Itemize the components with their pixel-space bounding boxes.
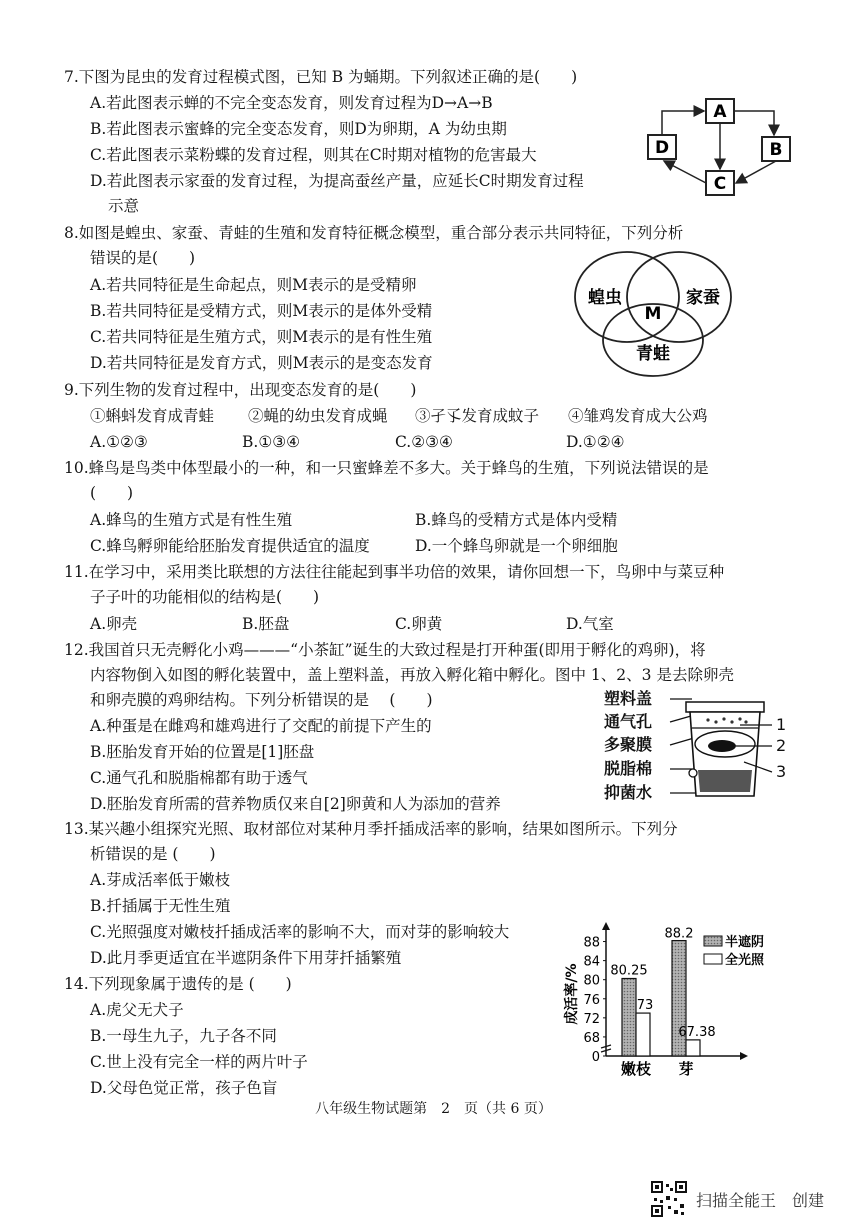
q11-option-b: B.胚盘 <box>242 615 290 633</box>
q8-option-b: B.若共同特征是受精方式，则M表示的是体外受精 <box>90 302 433 320</box>
incubator-label-vent: 通气孔 <box>604 712 653 731</box>
q9-stem: 9.下列生物的发育过程中，出现变态发育的是( ) <box>64 381 417 399</box>
incubator-yolk <box>708 740 736 752</box>
q9-option-a: A.①②③ <box>90 433 148 451</box>
venn-label-locust: 蝗虫 <box>588 288 622 308</box>
q9-item-2: ②蝇的幼虫发育成蝇 <box>248 407 388 425</box>
q12-stem-line1: 12.我国首只无壳孵化小鸡———“小茶缸”诞生的大致过程是打开种蛋(即用于孵化的鸡卵)，将 <box>64 641 706 659</box>
incubator-label-water: 抑菌水 <box>604 783 653 802</box>
q9-option-b: B.①③④ <box>242 433 301 451</box>
incubator-leader-film <box>670 738 694 745</box>
venn-label-m: M <box>644 304 662 324</box>
chart-data-label: 67.38 <box>678 1024 716 1040</box>
legend-swatch-half-shade <box>704 936 722 946</box>
chart-bar <box>686 1040 700 1056</box>
q11-option-a: A.卵壳 <box>90 615 138 633</box>
q7-arrow-a-b <box>734 111 774 135</box>
incubator-water <box>698 770 752 792</box>
q14-option-a: A.虎父无犬子 <box>90 1001 184 1019</box>
q12-stem-line3: 和卵壳膜的鸡卵结构。下列分析错误的是 ( ) <box>90 691 433 709</box>
chart-bar <box>636 1013 650 1056</box>
chart-y-tick-label: 72 <box>583 1011 600 1027</box>
q13-option-c: C.光照强度对嫩枝扦插成活率的影响不大，而对芽的影响较大 <box>90 923 510 941</box>
q8-option-c: C.若共同特征是生殖方式，则M表示的是有性生殖 <box>90 328 433 346</box>
q9-item-4: ④雏鸡发育成大公鸡 <box>568 407 708 425</box>
q14-option-c: C.世上没有完全一样的两片叶子 <box>90 1053 308 1071</box>
chart-x-tick-label: 嫩枝 <box>620 1060 652 1078</box>
q7-option-d: D.若此图表示家蚕的发育过程，为提高蚕丝产量，应延长C时期发育过程 <box>90 172 584 190</box>
q7-arrow-b-c <box>736 161 776 183</box>
q9-option-d: D.①②④ <box>566 433 625 451</box>
q7-arrow-d-a <box>662 111 704 135</box>
q12-incubator-diagram <box>600 688 800 806</box>
q8-venn-diagram <box>555 245 755 380</box>
chart-x-axis-arrow <box>740 1052 748 1060</box>
chart-y-tick-label: 68 <box>583 1030 600 1046</box>
q7-label-a: A <box>713 102 727 122</box>
q7-label-d: D <box>654 138 670 158</box>
incubator-cotton <box>689 769 697 777</box>
q13-option-a: A.芽成活率低于嫩枝 <box>90 871 231 889</box>
q7-option-c: C.若此图表示菜粉蝶的发育过程，则其在C时期对植物的危害最大 <box>90 146 537 164</box>
q11-stem-line1: 11.在学习中，采用类比联想的方法往往能起到事半功倍的效果，请你回想一下，鸟卵中与菜豆种 <box>64 563 725 581</box>
q12-option-c: C.通气孔和脱脂棉都有助于透气 <box>90 769 308 787</box>
chart-bar <box>622 979 636 1057</box>
q9-item-1: ①蝌蚪发育成青蛙 <box>90 407 215 425</box>
q13-stem-line1: 13.某兴趣小组探究光照、取材部位对某种月季扦插成活率的影响，结果如图所示。下列分 <box>64 820 678 838</box>
q11-stem-line2: 子子叶的功能相似的结构是( ) <box>90 588 320 606</box>
q10-option-b: B.蜂鸟的受精方式是体内受精 <box>415 511 618 529</box>
chart-data-label: 88.2 <box>664 926 694 942</box>
chart-y-tick-label: 88 <box>583 935 600 951</box>
chart-y-tick-label: 80 <box>583 973 600 989</box>
q10-stem-line2: ( ) <box>90 484 134 502</box>
q8-option-a: A.若共同特征是生命起点，则M表示的是受精卵 <box>90 276 417 294</box>
q10-stem-line1: 10.蜂鸟是鸟类中体型最小的一种，和一只蜜蜂差不多大。关于蜂鸟的生殖，下列说法错误的是 <box>64 459 709 477</box>
scanner-watermark-text: 扫描全能王 创建 <box>696 1191 825 1210</box>
page-footer: 八年级生物试题第 2 页（共 6 页） <box>315 1101 552 1117</box>
q10-option-d: D.一个蜂鸟卵就是一个卵细胞 <box>415 537 618 555</box>
chart-y-tick-label: 84 <box>583 954 600 970</box>
chart-data-label: 73 <box>636 998 654 1014</box>
chart-data-label: 80.25 <box>610 963 648 979</box>
q11-option-d: D.气室 <box>566 615 614 633</box>
incubator-label-cotton: 脱脂棉 <box>604 759 653 778</box>
q14-option-d: D.父母色觉正常，孩子色盲 <box>90 1079 278 1097</box>
q9-item-3: ③孑孓发育成蚊子 <box>415 407 540 425</box>
q12-option-a: A.种蛋是在雌鸡和雄鸡进行了交配的前提下产生的 <box>90 717 432 735</box>
q12-option-d: D.胚胎发育所需的营养物质仅来自[2]卵黄和人为添加的营养 <box>90 795 501 813</box>
q13-bar-chart <box>560 918 790 1080</box>
venn-label-silkworm: 家蚕 <box>686 288 720 308</box>
incubator-num-3: 3 <box>776 762 787 781</box>
chart-y-tick-label: 0 <box>591 1050 600 1065</box>
q10-option-a: A.蜂鸟的生殖方式是有性生殖 <box>90 511 293 529</box>
venn-label-frog: 青蛙 <box>636 344 670 364</box>
q14-option-b: B.一母生九子，九子各不同 <box>90 1027 277 1045</box>
incubator-num-1: 1 <box>776 715 787 734</box>
q7-option-a: A.若此图表示蝉的不完全变态发育，则发育过程为D→A→B <box>90 94 493 112</box>
q10-option-c: C.蜂鸟孵卵能给胚胎发育提供适宜的温度 <box>90 537 370 555</box>
incubator-label-lid: 塑料盖 <box>604 689 653 708</box>
q13-option-d: D.此月季更适宜在半遮阴条件下用芽扦插繁殖 <box>90 949 402 967</box>
q8-option-d: D.若共同特征是发育方式，则M表示的是变态发育 <box>90 354 433 372</box>
incubator-num-2: 2 <box>776 736 787 755</box>
q12-option-b: B.胚胎发育开始的位置是[1]胚盘 <box>90 743 315 761</box>
scanner-watermark <box>650 1180 860 1218</box>
q7-label-c: C <box>713 174 727 194</box>
chart-x-tick-label: 芽 <box>678 1060 694 1078</box>
q7-option-b: B.若此图表示蜜蜂的完全变态发育，则D为卵期，A 为幼虫期 <box>90 120 507 138</box>
q13-stem-line2: 析错误的是 ( ) <box>90 845 216 863</box>
chart-y-axis-arrow <box>602 922 610 930</box>
q8-stem-line1: 8.如图是蝗虫、家蚕、青蛙的生殖和发育特征概念模型，重合部分表示共同特征，下列分析 <box>64 224 684 242</box>
q7-arrow-c-d <box>664 161 706 183</box>
q11-option-c: C.卵黄 <box>395 615 443 633</box>
q13-option-b: B.扦插属于无性生殖 <box>90 897 231 915</box>
q7-stem: 7.下图为昆虫的发育过程模式图，已知 B 为蛹期。下列叙述正确的是( ) <box>64 68 578 86</box>
q7-life-cycle-diagram <box>640 95 800 200</box>
legend-label-full-light: 全光照 <box>725 953 765 968</box>
q7-option-d-cont: 示意 <box>108 197 140 215</box>
chart-ylabel: 成活率/% <box>564 963 580 1025</box>
q9-option-c: C.②③④ <box>395 433 453 451</box>
legend-swatch-full-light <box>704 954 722 964</box>
q12-stem-line2: 内容物倒入如图的孵化装置中，盖上塑料盖，再放入孵化箱中孵化。图中 1、2、3 是去除卵壳 <box>90 666 734 684</box>
legend-label-half-shade: 半遮阴 <box>725 935 765 950</box>
incubator-label-film: 多聚膜 <box>604 735 653 754</box>
incubator-lid <box>686 702 764 712</box>
q7-label-b: B <box>769 140 783 160</box>
qr-code-icon <box>650 1180 688 1218</box>
q8-stem-line2: 错误的是( ) <box>90 249 196 267</box>
q14-stem: 14.下列现象属于遗传的是 ( ) <box>64 975 292 993</box>
chart-y-tick-label: 76 <box>583 992 600 1008</box>
